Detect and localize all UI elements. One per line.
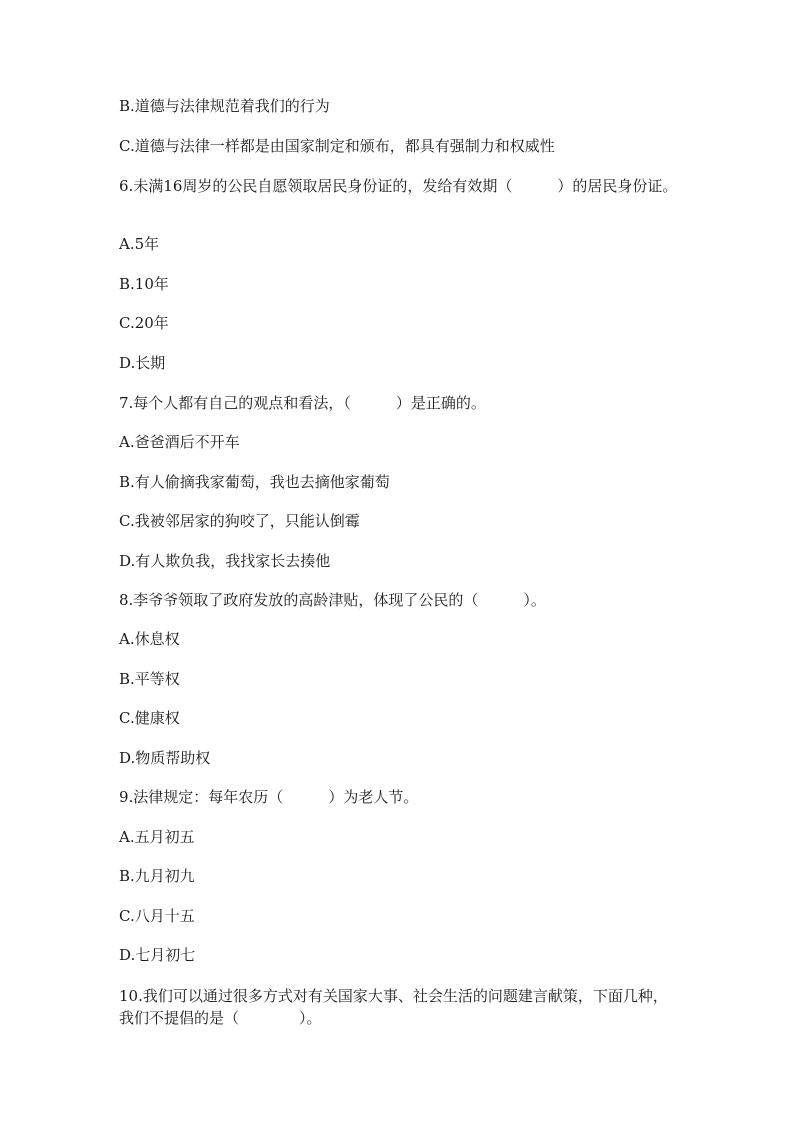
question-8: 8.李爷爷领取了政府发放的高龄津贴，体现了公民的（ ）。 <box>119 591 546 609</box>
option-a-q9: A.五月初五 <box>119 828 195 846</box>
option-b-q6: B.10年 <box>119 275 169 293</box>
option-c-q7: C.我被邻居家的狗咬了，只能认倒霉 <box>119 512 360 530</box>
question-9: 9.法律规定：每年农历（ ）为老人节。 <box>119 788 419 806</box>
option-d-q6: D.长期 <box>119 354 166 372</box>
option-d-q7: D.有人欺负我，我找家长去揍他 <box>119 552 331 570</box>
option-b-q5: B.道德与法律规范着我们的行为 <box>119 97 330 115</box>
option-a-q8: A.休息权 <box>119 630 180 648</box>
option-c-q5: C.道德与法律一样都是由国家制定和颁布，都具有强制力和权威性 <box>119 137 555 155</box>
question-6: 6.未满16周岁的公民自愿领取居民身份证的，发给有效期（ ）的居民身份证。 <box>119 177 678 195</box>
option-c-q8: C.健康权 <box>119 709 180 727</box>
option-d-q9: D.七月初七 <box>119 946 196 964</box>
question-10: 10.我们可以通过很多方式对有关国家大事、社会生活的问题建言献策，下面几种，我们不提倡的是（ ）。 <box>119 987 668 1027</box>
option-b-q8: B.平等权 <box>119 670 180 688</box>
option-b-q9: B.九月初九 <box>119 867 195 885</box>
option-b-q7: B.有人偷摘我家葡萄，我也去摘他家葡萄 <box>119 473 390 491</box>
option-a-q7: A.爸爸酒后不开车 <box>119 433 240 451</box>
option-a-q6: A.5年 <box>119 235 160 253</box>
option-d-q8: D.物质帮助权 <box>119 749 211 767</box>
question-7: 7.每个人都有自己的观点和看法，（ ）是正确的。 <box>119 394 486 412</box>
option-c-q6: C.20年 <box>119 314 169 332</box>
option-c-q9: C.八月十五 <box>119 907 195 925</box>
